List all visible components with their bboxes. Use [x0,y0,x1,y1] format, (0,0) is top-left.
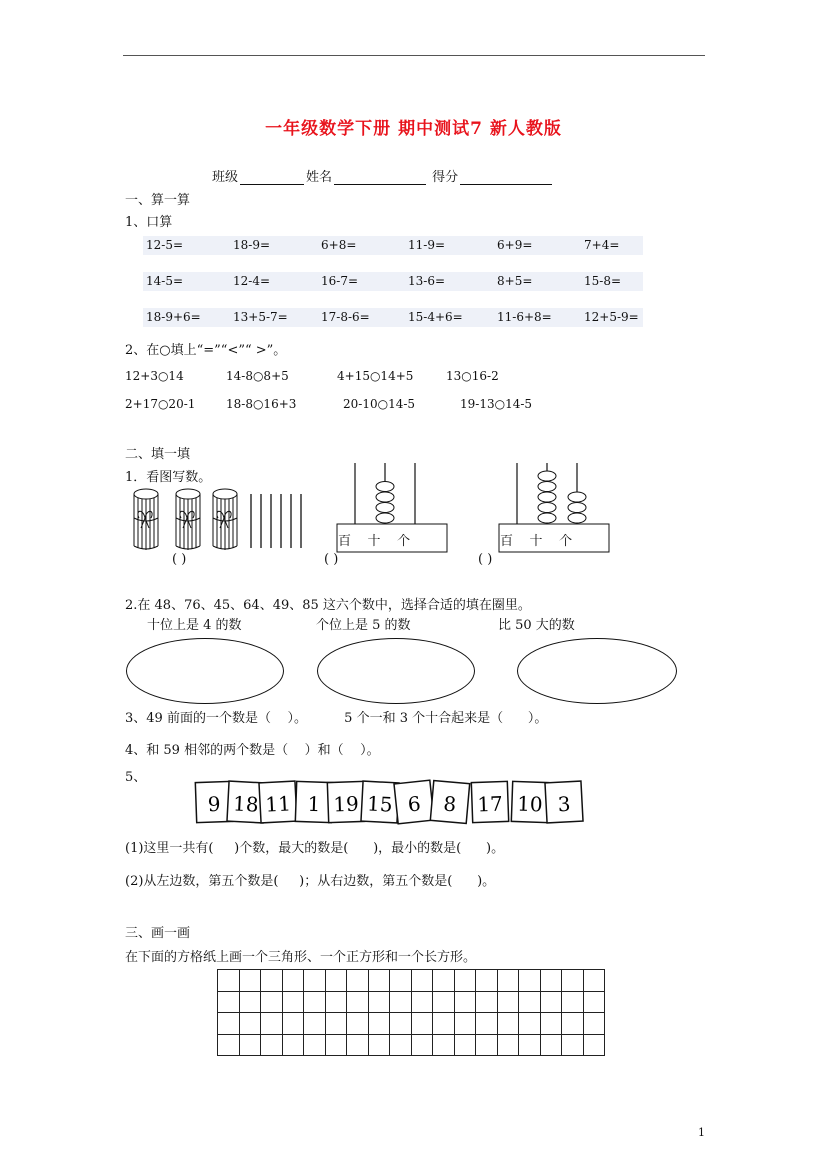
grid-cell[interactable] [519,991,541,1013]
grid-cell[interactable] [325,1034,347,1056]
oval-label-tens-4: 十位上是 4 的数 [147,618,242,633]
question-2-5-label: 5、 [125,770,147,785]
info-line [212,166,554,185]
abacus-label-hundreds: 百 [338,534,352,549]
compare-item[interactable]: 4+15○14+5 [337,369,414,383]
select-numbers-title: 2.在 48、76、45、64、49、85 这六个数中，选择合适的填在圈里。 [125,598,531,613]
grid-cell[interactable] [261,1013,283,1035]
oral-calc-item: 15-4+6= [408,310,463,324]
loose-sticks [251,494,301,548]
abacus-bead [568,513,586,523]
oral-calc-item: 6+9= [497,238,533,252]
grid-cell[interactable] [583,970,605,992]
oral-calc-item: 13-6= [408,274,446,288]
class-blank[interactable] [240,171,304,185]
grid-cell[interactable] [540,991,562,1013]
number-card [394,780,434,824]
class-label: 班级 [212,170,239,185]
grid-cell[interactable] [282,1013,304,1035]
number-card-value: 9 [207,791,221,817]
stick-bundles-figure [128,486,308,552]
answer-paren-abacus-1[interactable]: ( ) [324,552,339,567]
grid-cell[interactable] [497,1013,519,1035]
abacus-bead [376,503,394,513]
grid-cell[interactable] [562,991,584,1013]
grid-cell[interactable] [476,1013,498,1035]
compare-item[interactable]: 13○16-2 [446,369,499,383]
abacus-bead [538,492,556,502]
abacus-bead [376,492,394,502]
grid-cell[interactable] [390,1013,412,1035]
grid-cell[interactable] [497,970,519,992]
name-label: 姓名 [306,170,333,185]
grid-cell[interactable] [519,1034,541,1056]
number-card [259,781,297,823]
abacus-bead [376,513,394,523]
grid-cell[interactable] [476,991,498,1013]
oral-row-2-bg [143,272,643,291]
grid-cell[interactable] [411,991,433,1013]
drawing-grid[interactable] [217,969,605,1056]
grid-cell[interactable] [218,991,240,1013]
oral-row-1-bg [143,236,643,255]
number-card-value: 8 [442,791,458,817]
stick-bundle-2 [176,489,200,550]
grid-cell[interactable] [218,1013,240,1035]
number-card [511,781,548,822]
number-card-value: 19 [332,791,360,817]
oral-calc-item: 16-7= [321,274,359,288]
score-blank[interactable] [460,171,552,185]
oval-label-ones-5: 个位上是 5 的数 [316,618,411,633]
grid-row [218,991,605,1013]
compare-item[interactable]: 18-8○16+3 [226,397,297,411]
grid-cell[interactable] [261,991,283,1013]
number-card-value: 10 [516,791,544,817]
abacus-label-tens: 十 [367,534,381,549]
abacus-bead [568,503,586,513]
grid-cell[interactable] [304,1013,326,1035]
oral-calc-item: 11-6+8= [497,310,552,324]
grid-cell[interactable] [411,970,433,992]
oval-label-greater-50: 比 50 大的数 [498,618,575,633]
grid-cell[interactable] [261,970,283,992]
grid-cell[interactable] [368,991,390,1013]
grid-cell[interactable] [282,991,304,1013]
number-cards [190,776,590,830]
number-card-value: 3 [557,791,572,817]
grid-cell[interactable] [562,1034,584,1056]
grid-cell[interactable] [390,1034,412,1056]
grid-cell[interactable] [433,1013,455,1035]
stick-bundle-3 [213,489,237,550]
abacus-1-labels [338,530,410,549]
compare-item[interactable]: 19-13○14-5 [460,397,533,411]
grid-cell[interactable] [261,1034,283,1056]
grid-cell[interactable] [562,1013,584,1035]
grid-cell[interactable] [304,991,326,1013]
grid-cell[interactable] [239,1034,261,1056]
grid-cell[interactable] [239,970,261,992]
grid-cell[interactable] [540,1034,562,1056]
grid-cell[interactable] [347,1013,369,1035]
question-2-5-2: (2)从左边数，第五个数是( )；从右边数，第五个数是( )。 [125,874,496,889]
name-blank[interactable] [334,171,426,185]
number-card-value: 11 [264,791,292,817]
number-card-value: 1 [307,791,321,817]
grid-cell[interactable] [218,970,240,992]
grid-cell[interactable] [282,1034,304,1056]
oral-calc-item: 13+5-7= [233,310,288,324]
number-card-value: 17 [476,791,504,817]
grid-cell[interactable] [454,1013,476,1035]
oral-calc-item: 12-4= [233,274,271,288]
oral-row-3-bg [143,308,643,327]
abacus-bead [538,503,556,513]
grid-row [218,1034,605,1056]
section1-heading: 一、算一算 [125,193,191,208]
oral-calc-item: 17-8-6= [321,310,370,324]
grid-cell[interactable] [304,1034,326,1056]
answer-paren-sticks[interactable]: ( ) [172,552,187,567]
grid-cell[interactable] [411,1034,433,1056]
score-label: 得分 [432,170,459,185]
abacus-2-labels [500,530,572,549]
abacus-bead [538,471,556,481]
grid-cell[interactable] [562,970,584,992]
picture-number-title: 1．看图写数。 [125,470,212,485]
grid-cell[interactable] [583,991,605,1013]
grid-cell[interactable] [325,970,347,992]
abacus-label-tens: 十 [529,534,543,549]
section3-heading: 三、画一画 [125,926,191,941]
question-2-5-1: (1)这里一共有( )个数，最大的数是( )，最小的数是( )。 [125,841,505,856]
grid-cell[interactable] [583,1034,605,1056]
oral-calc-item: 7+4= [584,238,620,252]
oral-calc-item: 14-5= [146,274,184,288]
grid-cell[interactable] [519,1013,541,1035]
compare-item[interactable]: 14-8○8+5 [226,369,289,383]
grid-cell[interactable] [540,1013,562,1035]
grid-cell[interactable] [476,970,498,992]
grid-cell[interactable] [583,1013,605,1035]
grid-cell[interactable] [347,1034,369,1056]
abacus-bead [538,482,556,492]
grid-cell[interactable] [347,970,369,992]
answer-paren-abacus-2[interactable]: ( ) [478,552,493,567]
abacus-label-hundreds: 百 [500,534,514,549]
grid-cell[interactable] [239,991,261,1013]
oral-calc-item: 18-9+6= [146,310,201,324]
number-card [327,781,364,822]
number-card [361,781,399,823]
answer-oval-2[interactable] [317,638,475,704]
oral-calc-item: 12-5= [146,238,184,252]
grid-cell[interactable] [239,1013,261,1035]
grid-row [218,1013,605,1035]
grid-cell[interactable] [433,991,455,1013]
grid-cell[interactable] [454,970,476,992]
answer-oval-3[interactable] [517,638,677,704]
grid-cell[interactable] [390,991,412,1013]
compare-item[interactable]: 2+17○20-1 [125,397,196,411]
abacus-bead [538,513,556,523]
grid-cell[interactable] [433,970,455,992]
question-2-3: 3、49 前面的一个数是（ ）。 5 个一和 3 个十合起来是（ ）。 [125,711,548,726]
abacus-label-ones: 个 [559,534,573,549]
grid-cell[interactable] [368,970,390,992]
grid-cell[interactable] [497,991,519,1013]
abacus-bead [376,482,394,492]
oral-calc-item: 12+5-9= [584,310,639,324]
oral-calc-item: 18-9= [233,238,271,252]
oral-calc-title: 1、口算 [125,215,173,230]
grid-cell[interactable] [454,1034,476,1056]
number-card [545,781,583,823]
grid-cell[interactable] [325,991,347,1013]
stick-bundle-1 [134,489,158,550]
abacus-bead [568,492,586,502]
grid-cell[interactable] [433,1034,455,1056]
grid-row [218,970,605,992]
answer-oval-1[interactable] [126,638,284,704]
number-card-value: 6 [406,791,422,817]
grid-cell[interactable] [476,1034,498,1056]
grid-cell[interactable] [304,970,326,992]
grid-cell[interactable] [325,1013,347,1035]
compare-item[interactable]: 12+3○14 [125,369,184,383]
compare-item[interactable]: 20-10○14-5 [343,397,416,411]
grid-cell[interactable] [454,991,476,1013]
oral-calc-item: 8+5= [497,274,533,288]
oral-calc-item: 11-9= [408,238,446,252]
drawing-instruction: 在下面的方格纸上画一个三角形、一个正方形和一个长方形。 [125,950,477,965]
grid-cell[interactable] [411,1013,433,1035]
number-card-value: 18 [232,791,260,817]
compare-title: 2、在○填上“=”“<”“ >”。 [125,343,287,358]
number-card-value: 15 [366,791,394,817]
grid-cell[interactable] [347,991,369,1013]
header-rule [123,55,705,56]
grid-cell[interactable] [368,1013,390,1035]
page-number: 1 [698,1126,705,1139]
grid-cell[interactable] [218,1034,240,1056]
grid-cell[interactable] [282,970,304,992]
oral-calc-item: 15-8= [584,274,622,288]
page-title: 一年级数学下册 期中测试7 新人教版 [265,119,562,139]
oral-calc-item: 6+8= [321,238,357,252]
grid-cell[interactable] [540,970,562,992]
question-2-4: 4、和 59 相邻的两个数是（ ）和（ ）。 [125,743,380,758]
grid-cell[interactable] [519,970,541,992]
grid-cell[interactable] [390,970,412,992]
number-card [471,781,508,822]
grid-cell[interactable] [497,1034,519,1056]
grid-cell[interactable] [368,1034,390,1056]
abacus-label-ones: 个 [397,534,411,549]
number-card [430,781,469,824]
section2-heading: 二、填一填 [125,447,191,462]
